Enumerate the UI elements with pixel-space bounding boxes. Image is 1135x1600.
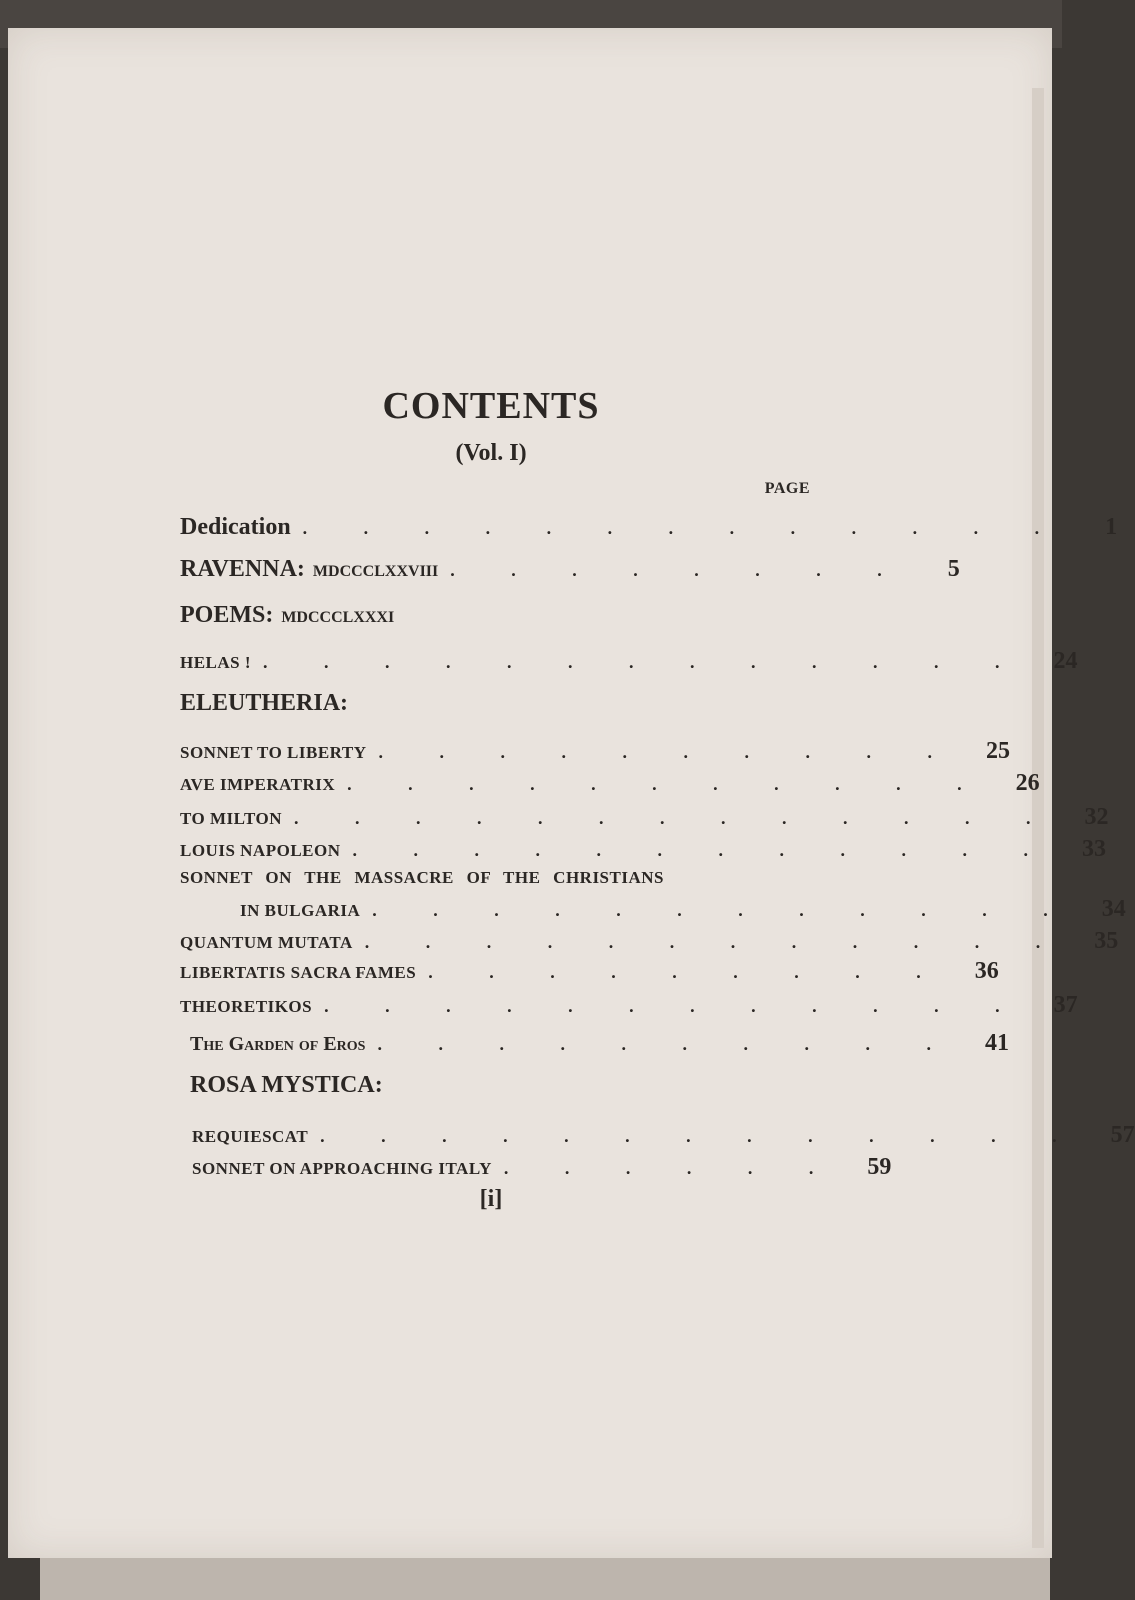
toc-entry xyxy=(180,958,999,992)
toc-entry-label: LIBERTATIS SACRA FAMES xyxy=(180,963,417,982)
contents-title: CONTENTS xyxy=(382,385,600,427)
toc-entry xyxy=(180,738,1010,772)
toc-entry-label: SONNET ON THE MASSACRE OF THE CHRISTIANS xyxy=(180,868,664,887)
leader-dots: . . . . . . . . . . . . xyxy=(352,840,1054,860)
toc-entry-page: 33 xyxy=(1082,836,1106,862)
page-column-header: PAGE xyxy=(764,480,810,497)
toc-entry-page: 35 xyxy=(1094,928,1119,954)
toc-entry-label: THEORETIKOS xyxy=(180,997,313,1016)
toc-entry-page: 57 xyxy=(1110,1122,1135,1148)
toc-entry-page: 5 xyxy=(947,556,960,582)
page-bottom-edge xyxy=(40,1558,1050,1600)
leader-dots: . . . . . . . . . . . . . xyxy=(293,808,1057,828)
toc-entry-label: QUANTUM MUTATA xyxy=(180,933,353,952)
leader-dots: . . . . . . . . xyxy=(450,560,908,580)
toc-entry xyxy=(240,896,1126,930)
toc-entry-page: 36 xyxy=(974,958,999,984)
toc-entry-label: ROSA MYSTICA: xyxy=(190,1072,383,1098)
leader-dots: . . . . . . . . . . . xyxy=(347,774,988,794)
toc-entry-sublabel: MDCCCLXXVIII xyxy=(312,563,439,580)
toc-entry-sublabel: MDCCCLXXXI xyxy=(281,609,395,626)
leader-dots: . . . . . . . . . . . . . xyxy=(320,1126,1083,1146)
toc-entry-label: POEMS: xyxy=(180,602,274,628)
toc-entry-label: ELEUTHERIA: xyxy=(180,690,349,716)
toc-entry xyxy=(180,556,960,590)
leader-dots: . . . . . . . . . . xyxy=(377,1034,957,1054)
toc-entry-label: SONNET TO LIBERTY xyxy=(180,743,367,762)
toc-entry xyxy=(180,602,810,636)
toc-entry xyxy=(180,770,1040,804)
toc-entry xyxy=(180,804,1109,838)
toc-entry-label: Dedication xyxy=(180,514,291,540)
page-folio: [i] xyxy=(479,1186,503,1212)
leader-dots: . . . . . . . . . . . . . xyxy=(302,518,1066,538)
toc-entry-page: 59 xyxy=(867,1154,892,1180)
toc-entry xyxy=(180,992,1078,1026)
toc-entry-label: RAVENNA: xyxy=(180,556,305,582)
leader-dots: . . . . . . . . . xyxy=(428,962,947,982)
toc-entry xyxy=(180,836,1106,870)
toc-entry xyxy=(180,648,1078,682)
toc-entry-page: 24 xyxy=(1053,648,1078,674)
toc-entry-label: TO MILTON xyxy=(180,809,282,828)
leader-dots: . . . . . . . . . . . . . xyxy=(263,652,1026,672)
toc-entry xyxy=(192,1154,892,1188)
toc-entry-label: LOUIS NAPOLEON xyxy=(180,841,341,860)
toc-entry-page: 1 xyxy=(1105,514,1118,540)
leader-dots: . . . . . . . . . . . . xyxy=(372,900,1074,920)
toc-entry-page: 34 xyxy=(1101,896,1126,922)
leader-dots: . . . . . . . . . . xyxy=(378,742,958,762)
toc-entry xyxy=(180,514,1118,548)
toc-entry-label: AVE IMPERATRIX xyxy=(180,775,336,794)
toc-entry-page: 41 xyxy=(984,1030,1009,1056)
toc-entry-label: REQUIESCAT xyxy=(192,1127,309,1146)
toc-entry xyxy=(180,928,1119,962)
toc-entry-label: SONNET ON APPROACHING ITALY xyxy=(192,1159,492,1178)
toc-entry-page: 25 xyxy=(985,738,1010,764)
toc-entry xyxy=(192,1122,1135,1156)
toc-entry-label: HELAS ! xyxy=(180,653,252,672)
leader-dots: . . . . . . xyxy=(503,1158,840,1178)
leader-dots: . . . . . . . . . . . . xyxy=(364,932,1067,952)
toc-entry-label: IN BULGARIA xyxy=(240,901,361,920)
toc-entry-label: The Garden of Eros xyxy=(190,1033,366,1055)
toc-entry-page: 37 xyxy=(1053,992,1078,1018)
toc-entry-page: 32 xyxy=(1084,804,1109,830)
volume-label: (Vol. I) xyxy=(455,440,527,466)
toc-entry xyxy=(190,1030,1009,1064)
toc-entry xyxy=(190,1072,810,1106)
toc-entry xyxy=(180,690,810,724)
toc-entry-page: 26 xyxy=(1015,770,1040,796)
leader-dots: . . . . . . . . . . . . xyxy=(324,996,1026,1016)
